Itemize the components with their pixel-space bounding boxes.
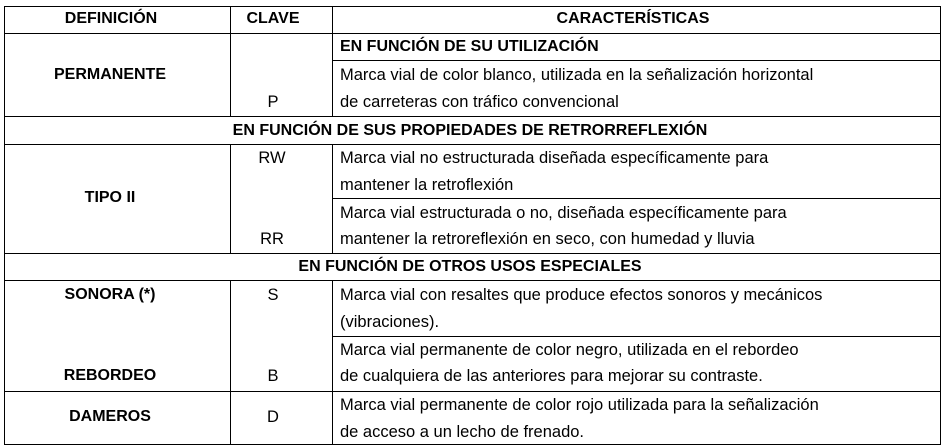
- rule-rw-rr: [332, 198, 941, 199]
- definicion-permanente: PERMANENTE: [53, 66, 167, 83]
- clave-dameros: D: [267, 408, 279, 426]
- rule-section-otros-top: [4, 253, 941, 254]
- caracteristica-rw-line-2: mantener la retroflexión: [340, 176, 514, 194]
- caracteristica-sonora-line-1: Marca vial con resaltes que produce efectos sonoros y mecánicos: [340, 286, 823, 304]
- rule-col2-b: [332, 144, 333, 254]
- header-definicion: DEFINICIÓN: [64, 10, 158, 27]
- definicion-rebordeo: REBORDEO: [63, 367, 157, 384]
- rule-right: [940, 6, 941, 445]
- rule-bottom: [4, 444, 941, 445]
- rule-sub-utilizacion: [332, 60, 941, 61]
- clave-rw: RW: [258, 149, 286, 167]
- header-clave: CLAVE: [246, 10, 300, 27]
- clave-rebordeo: B: [267, 367, 279, 385]
- rule-top: [4, 6, 941, 7]
- section-retro-heading: EN FUNCIÓN DE SUS PROPIEDADES DE RETRORREFLEXIÓN: [232, 122, 708, 139]
- clave-permanente: P: [267, 93, 279, 111]
- definicion-tipo-2: TIPO II: [84, 189, 136, 206]
- rule-header: [4, 33, 941, 34]
- rule-col1-a: [230, 6, 231, 117]
- rule-section-retro-top: [4, 116, 941, 117]
- rule-col1-b: [230, 144, 231, 254]
- rule-section-retro-bottom: [4, 144, 941, 145]
- rule-rebordeo-dameros: [4, 391, 941, 392]
- caracteristica-rw-line-1: Marca vial no estructurada diseñada específicamente para: [340, 149, 769, 167]
- caracteristica-permanente-line-2: de carreteras con tráfico convencional: [340, 93, 619, 111]
- caracteristica-permanente-line-1: Marca vial de color blanco, utilizada en la señalización horizontal: [340, 66, 814, 84]
- definicion-sonora: SONORA (*): [64, 286, 156, 303]
- caracteristica-rebordeo-line-1: Marca vial permanente de color negro, utilizada en el rebordeo: [340, 341, 799, 359]
- caracteristica-rr-line-2: mantener la retroreflexión en seco, con humedad y lluvia: [340, 230, 755, 248]
- caracteristica-dameros-line-1: Marca vial permanente de color rojo utilizada para la señalización: [340, 396, 819, 414]
- definicion-dameros: DAMEROS: [69, 408, 151, 425]
- rule-left: [4, 6, 5, 445]
- caracteristica-rr-line-1: Marca vial estructurada o no, diseñada específicamente para: [340, 204, 787, 222]
- rule-section-otros-bottom: [4, 280, 941, 281]
- section-utilizacion-heading: EN FUNCIÓN DE SU UTILIZACIÓN: [340, 38, 599, 55]
- header-caracteristicas: CARACTERÍSTICAS: [556, 10, 710, 27]
- rule-col2-c: [332, 280, 333, 445]
- section-otros-heading: EN FUNCIÓN DE OTROS USOS ESPECIALES: [298, 258, 642, 275]
- clave-rr: RR: [260, 230, 284, 248]
- rule-col2-a: [332, 6, 333, 117]
- rule-col1-c: [230, 280, 231, 445]
- clave-sonora: S: [267, 286, 279, 304]
- caracteristica-sonora-line-2: (vibraciones).: [340, 313, 440, 331]
- rule-sonora-rebordeo: [332, 336, 941, 337]
- caracteristica-rebordeo-line-2: de cualquiera de las anteriores para mejorar su contraste.: [340, 367, 763, 385]
- caracteristica-dameros-line-2: de acceso a un lecho de frenado.: [340, 423, 585, 441]
